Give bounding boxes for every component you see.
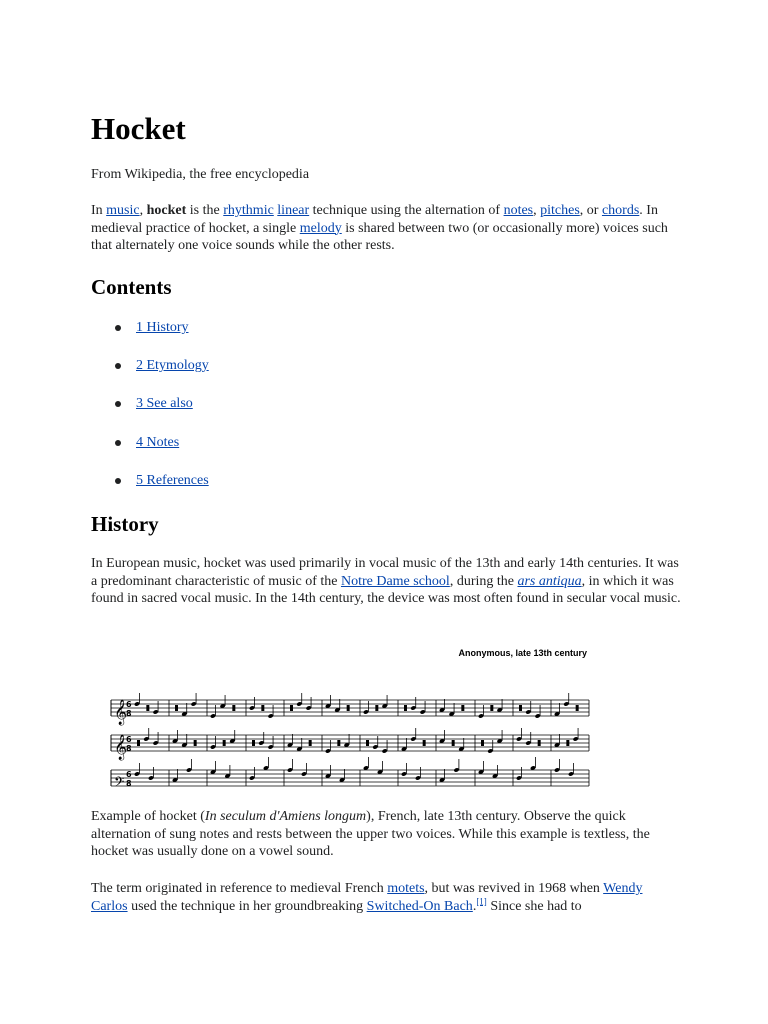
link-ars-antiqua[interactable]: ars antiqua: [517, 573, 582, 589]
link-linear[interactable]: linear: [277, 203, 310, 218]
toc-link[interactable]: 3 See also: [136, 396, 193, 412]
link-pitches[interactable]: pitches: [540, 203, 580, 218]
svg-text:6: 6: [126, 735, 132, 744]
svg-text:6: 6: [126, 700, 132, 709]
music-score-figure: [107, 645, 593, 795]
svg-text:𝄞: 𝄞: [114, 700, 128, 725]
figure-caption: Example of hocket (In seculum d'Amiens longum), French, late 13th century. Observe the quick alternation of sung notes and rests between the upper two voices. While this example is textless, the hocket was usually done on a vowel sound.: [91, 809, 650, 859]
svg-text:𝄞: 𝄞: [114, 735, 128, 760]
link-notre-dame-school[interactable]: Notre Dame school: [340, 573, 450, 589]
link-music[interactable]: music: [106, 203, 140, 218]
caption-italic: In seculum d'Amiens longum: [204, 809, 367, 824]
svg-text:8: 8: [126, 744, 132, 753]
bold-hocket: hocket: [146, 203, 187, 218]
toc-item-etymology: [91, 356, 209, 394]
score-title: Anonymous, late 13th century: [458, 648, 587, 658]
toc-link[interactable]: 1 History: [136, 320, 189, 335]
link-notes[interactable]: notes: [503, 203, 534, 218]
link-switched-on-bach[interactable]: Switched-On Bach: [366, 898, 473, 914]
history-heading: History: [91, 512, 159, 536]
tagline: From Wikipedia, the free encyclopedia: [91, 167, 310, 182]
link-melody[interactable]: melody: [299, 220, 342, 236]
link-rhythmic[interactable]: rhythmic: [223, 203, 274, 218]
toc-item-references: [91, 471, 209, 509]
link-wendy-carlos[interactable]: Wendy Carlos: [91, 881, 643, 914]
link-motets[interactable]: motets: [387, 881, 425, 896]
svg-text:6: 6: [126, 770, 132, 779]
intro-paragraph: In music, hocket is the rhythmic linear technique using the alternation of notes, pitches, or chords. In medieval practice of hocket, a single melody is shared between two (or occasionally more) voices such that alternately one voice sounds while the other rests.: [91, 203, 668, 253]
reference-link-1[interactable]: [1]: [476, 895, 487, 906]
link-chords[interactable]: chords: [601, 203, 640, 218]
contents-heading: Contents: [91, 275, 172, 299]
toc-link[interactable]: 5 References: [136, 472, 209, 488]
svg-text:𝄢: 𝄢: [114, 774, 125, 793]
svg-text:8: 8: [126, 709, 132, 718]
table-of-contents: [91, 318, 209, 509]
toc-item-history: [91, 318, 209, 356]
svg-text:8: 8: [126, 779, 132, 788]
history-paragraph: In European music, hocket was used primarily in vocal music of the 13th and early 14th centuries. It was a predominant characteristic of music of the Notre Dame school, during the ars antiqua, in which it was found in sacred vocal music. In the 14th century, the device was most often found in secular vocal music.: [91, 556, 681, 606]
score-notation: [107, 645, 593, 795]
toc-link[interactable]: 4 Notes: [136, 434, 180, 450]
toc-item-notes: [91, 433, 209, 471]
page-title: Hocket: [91, 111, 186, 146]
term-paragraph: The term originated in reference to medieval French motets, but was revived in 1968 when Wendy Carlos used the technique in her groundbreaking Switched-On Bach.[1] Since she had to: [91, 881, 643, 914]
toc-item-see-also: [91, 394, 209, 432]
toc-link[interactable]: 2 Etymology: [136, 358, 209, 374]
